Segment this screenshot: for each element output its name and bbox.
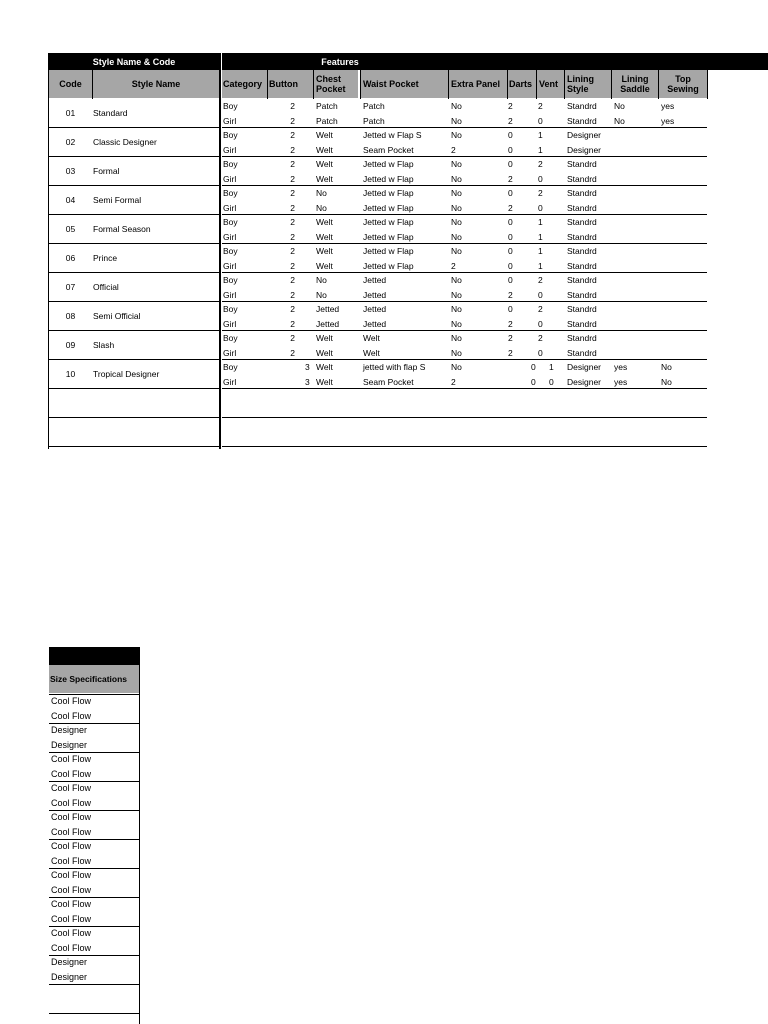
style-name: Official xyxy=(93,282,119,292)
cell-waist: Jetted w Flap xyxy=(363,246,414,256)
cell-chest: Jetted xyxy=(316,318,340,329)
cell-saddle xyxy=(614,143,658,158)
cell-category: Girl xyxy=(223,144,237,155)
cell-button: 2 xyxy=(290,347,295,358)
col-header-category: Category xyxy=(222,70,267,98)
cell-panel: No xyxy=(451,275,462,285)
cell-category: Girl xyxy=(223,173,237,184)
header-col-divider xyxy=(313,70,314,99)
cell-vent: 1 xyxy=(549,362,554,372)
style-code: 06 xyxy=(65,253,76,263)
cell-top xyxy=(661,259,705,274)
cell-button: 2 xyxy=(290,304,295,314)
cell-darts: 2 xyxy=(508,318,513,329)
col-header-lining-style: Lining Style xyxy=(565,70,611,98)
header-col-divider xyxy=(611,70,612,99)
cell-chest: Patch xyxy=(316,115,338,126)
header-col-divider xyxy=(448,70,449,99)
size-spec-value: Cool Flow xyxy=(51,754,92,764)
header-col-divider xyxy=(507,70,508,99)
style-code: 03 xyxy=(65,166,76,176)
size-spec-value: Cool Flow xyxy=(51,942,92,953)
style-code: 10 xyxy=(65,369,76,379)
size-spec-value: Cool Flow xyxy=(51,928,92,938)
cell-darts: 0 xyxy=(508,260,513,271)
cell-top xyxy=(661,172,705,187)
cell-waist: Jetted xyxy=(363,289,387,300)
size-spec-value: Designer xyxy=(51,739,88,750)
cell-chest: No xyxy=(316,275,327,285)
cell-category: Boy xyxy=(223,333,238,343)
cell-lining: Standrd xyxy=(567,347,597,358)
cell-button: 2 xyxy=(290,144,295,155)
cell-vent: 1 xyxy=(538,217,543,227)
cell-category: Girl xyxy=(223,376,237,387)
cell-waist: Patch xyxy=(363,101,385,111)
col-header-top-sewing: Top Sewing xyxy=(659,70,707,98)
style-code: 08 xyxy=(65,311,76,321)
cell-waist: Jetted w Flap xyxy=(363,173,414,184)
cell-vent: 0 xyxy=(538,347,543,358)
cell-lining: Standrd xyxy=(567,289,597,300)
cell-saddle xyxy=(614,273,658,288)
cell-button: 2 xyxy=(290,173,295,184)
cell-chest: Welt xyxy=(316,246,333,256)
cell-vent: 0 xyxy=(538,115,543,126)
style-code: 07 xyxy=(65,282,76,292)
cell-darts: 0 xyxy=(508,159,513,169)
header-col-divider xyxy=(360,70,361,99)
cell-waist: Jetted xyxy=(363,318,387,329)
cell-chest: Welt xyxy=(316,159,333,169)
row-divider xyxy=(222,417,707,418)
cell-vent: 2 xyxy=(538,188,543,198)
cell-saddle xyxy=(614,331,658,346)
cell-darts: 2 xyxy=(508,173,513,184)
cell-button: 2 xyxy=(290,188,295,198)
cell-category: Boy xyxy=(223,275,238,285)
cell-lining: Standrd xyxy=(567,318,597,329)
cell-saddle xyxy=(614,215,658,230)
size-row-divider xyxy=(49,1013,140,1014)
size-spec-value: Cool Flow xyxy=(51,870,92,880)
cell-top xyxy=(661,346,705,361)
cell-saddle xyxy=(614,186,658,201)
cell-darts: 2 xyxy=(508,101,513,111)
cell-chest: Welt xyxy=(316,362,333,372)
cell-panel: No xyxy=(451,217,462,227)
col-header-extra-panel: Extra Panel xyxy=(449,70,507,98)
style-name: Formal xyxy=(93,166,120,176)
size-spec-value: Cool Flow xyxy=(51,797,92,808)
cell-panel: No xyxy=(451,333,462,343)
style-name: Tropical Designer xyxy=(93,369,160,379)
cell-category: Girl xyxy=(223,231,237,242)
cell-category: Girl xyxy=(223,202,237,213)
cell-waist: Welt xyxy=(363,347,380,358)
style-name: Slash xyxy=(93,340,115,350)
style-name: Classic Designer xyxy=(93,137,157,147)
cell-darts: 0 xyxy=(508,217,513,227)
cell-top xyxy=(661,244,705,259)
cell-button: 2 xyxy=(290,115,295,126)
cell-vent: 1 xyxy=(538,260,543,271)
cell-top xyxy=(661,143,705,158)
cell-lining: Standrd xyxy=(567,217,597,227)
cell-vent: 2 xyxy=(538,275,543,285)
cell-darts: 2 xyxy=(508,333,513,343)
style-code: 05 xyxy=(65,224,76,234)
cell-chest: No xyxy=(316,188,327,198)
cell-chest: Welt xyxy=(316,130,333,140)
size-row-divider xyxy=(49,694,140,695)
size-spec-value: Cool Flow xyxy=(51,768,92,779)
cell-waist: Jetted xyxy=(363,275,387,285)
cell-chest: Welt xyxy=(316,333,333,343)
size-row-divider xyxy=(49,723,140,724)
cell-waist: Seam Pocket xyxy=(363,144,414,155)
style-code: 02 xyxy=(65,137,76,147)
cell-panel: 2 xyxy=(451,144,456,155)
cell-panel: No xyxy=(451,101,462,111)
cell-lining: Standrd xyxy=(567,333,597,343)
cell-waist: Jetted w Flap xyxy=(363,260,414,271)
size-spec-value: Designer xyxy=(51,957,88,967)
cell-button: 2 xyxy=(290,289,295,300)
cell-top xyxy=(661,288,705,303)
cell-vent: 0 xyxy=(538,202,543,213)
cell-button: 3 xyxy=(305,376,310,387)
size-spec-right-border xyxy=(139,647,140,1024)
cell-darts: 2 xyxy=(508,202,513,213)
cell-waist: Seam Pocket xyxy=(363,376,414,387)
cell-saddle xyxy=(614,259,658,274)
cell-darts: 0 xyxy=(531,376,536,387)
cell-saddle: No xyxy=(614,101,625,111)
cell-saddle xyxy=(614,346,658,361)
cell-waist: Jetted w Flap xyxy=(363,188,414,198)
cell-vent: 2 xyxy=(538,333,543,343)
cell-vent: 2 xyxy=(538,101,543,111)
cell-waist: Jetted w Flap xyxy=(363,231,414,242)
cell-top: No xyxy=(661,376,672,387)
cell-lining: Designer xyxy=(567,130,602,140)
cell-lining: Standrd xyxy=(567,202,597,213)
cell-button: 2 xyxy=(290,217,295,227)
style-name: Standard xyxy=(93,108,128,118)
row-divider-left xyxy=(49,446,219,447)
size-spec-value: Designer xyxy=(51,971,88,982)
cell-saddle xyxy=(614,244,658,259)
size-spec-value: Cool Flow xyxy=(51,826,92,837)
cell-darts: 0 xyxy=(508,246,513,256)
cell-button: 2 xyxy=(290,130,295,140)
cell-panel: 2 xyxy=(451,376,456,387)
cell-panel: No xyxy=(451,115,462,126)
cell-saddle xyxy=(614,230,658,245)
size-row-divider xyxy=(49,810,140,811)
header-col-divider xyxy=(564,70,565,99)
size-spec-header: Size Specifications xyxy=(49,665,140,693)
cell-top xyxy=(661,186,705,201)
cell-darts: 0 xyxy=(508,188,513,198)
cell-button: 2 xyxy=(290,318,295,329)
col-header-button: Button xyxy=(268,70,313,98)
cell-panel: No xyxy=(451,304,462,314)
cell-waist: Welt xyxy=(363,333,380,343)
group-header-style: Style Name & Code xyxy=(49,53,219,70)
cell-category: Boy xyxy=(223,159,238,169)
cell-chest: Welt xyxy=(316,144,333,155)
cell-panel: No xyxy=(451,289,462,300)
cell-panel: No xyxy=(451,173,462,184)
cell-chest: Patch xyxy=(316,101,338,111)
size-row-divider xyxy=(49,897,140,898)
cell-top xyxy=(661,157,705,172)
cell-vent: 2 xyxy=(538,304,543,314)
cell-top xyxy=(661,230,705,245)
cell-saddle xyxy=(614,288,658,303)
cell-darts: 2 xyxy=(508,347,513,358)
size-spec-value: Cool Flow xyxy=(51,710,92,721)
cell-category: Boy xyxy=(223,101,238,111)
cell-category: Girl xyxy=(223,318,237,329)
size-spec-value: Cool Flow xyxy=(51,696,92,706)
cell-waist: Jetted w Flap xyxy=(363,217,414,227)
cell-lining: Standrd xyxy=(567,246,597,256)
cell-lining: Standrd xyxy=(567,173,597,184)
cell-lining: Standrd xyxy=(567,231,597,242)
style-name: Prince xyxy=(93,253,118,263)
cell-category: Girl xyxy=(223,289,237,300)
cell-chest: Welt xyxy=(316,347,333,358)
cell-waist: Jetted w Flap xyxy=(363,202,414,213)
cell-vent: 0 xyxy=(538,318,543,329)
cell-panel: No xyxy=(451,318,462,329)
header-col-divider xyxy=(658,70,659,99)
cell-waist: Jetted xyxy=(363,304,387,314)
col-header-chest-pocket: Chest Pocket xyxy=(314,70,358,98)
cell-saddle: yes xyxy=(614,376,628,387)
table-group-divider xyxy=(219,53,221,449)
size-row-divider xyxy=(49,839,140,840)
size-spec-value: Cool Flow xyxy=(51,913,92,924)
cell-vent: 1 xyxy=(538,144,543,155)
cell-lining: Designer xyxy=(567,376,602,387)
cell-category: Girl xyxy=(223,260,237,271)
col-header-code: Code xyxy=(49,70,92,98)
cell-button: 2 xyxy=(290,246,295,256)
cell-panel: 2 xyxy=(451,260,456,271)
cell-category: Boy xyxy=(223,246,238,256)
cell-panel: No xyxy=(451,188,462,198)
cell-panel: No xyxy=(451,130,462,140)
cell-waist: Patch xyxy=(363,115,385,126)
cell-category: Girl xyxy=(223,347,237,358)
cell-category: Boy xyxy=(223,304,238,314)
cell-darts: 0 xyxy=(531,362,536,372)
cell-lining: Standrd xyxy=(567,260,597,271)
size-spec-value: Cool Flow xyxy=(51,783,92,793)
size-row-divider xyxy=(49,781,140,782)
cell-chest: Jetted xyxy=(316,304,340,314)
cell-top xyxy=(661,128,705,143)
cell-panel: No xyxy=(451,231,462,242)
cell-panel: No xyxy=(451,347,462,358)
cell-saddle xyxy=(614,157,658,172)
cell-chest: No xyxy=(316,289,327,300)
style-code: 01 xyxy=(65,108,76,118)
col-header-darts: Darts xyxy=(508,70,536,98)
cell-darts: 2 xyxy=(508,289,513,300)
cell-darts: 0 xyxy=(508,231,513,242)
cell-top xyxy=(661,201,705,216)
cell-saddle xyxy=(614,128,658,143)
cell-vent: 1 xyxy=(538,231,543,242)
style-name: Formal Season xyxy=(93,224,151,234)
header-col-divider xyxy=(707,70,708,99)
size-spec-value: Designer xyxy=(51,725,88,735)
size-row-divider xyxy=(49,955,140,956)
cell-vent: 1 xyxy=(538,246,543,256)
cell-chest: No xyxy=(316,202,327,213)
col-header-style-name: Style Name xyxy=(93,70,219,98)
cell-chest: Welt xyxy=(316,376,333,387)
size-row-divider xyxy=(49,984,140,985)
header-col-divider xyxy=(267,70,268,99)
cell-category: Boy xyxy=(223,362,238,372)
cell-vent: 0 xyxy=(549,376,554,387)
style-name: Semi Official xyxy=(93,311,141,321)
cell-lining: Designer xyxy=(567,362,602,372)
cell-chest: Welt xyxy=(316,173,333,184)
cell-panel: No xyxy=(451,246,462,256)
cell-top: No xyxy=(661,362,672,372)
col-header-lining-saddle: Lining Saddle xyxy=(612,70,658,98)
cell-button: 2 xyxy=(290,333,295,343)
row-divider-left xyxy=(49,417,219,418)
cell-darts: 0 xyxy=(508,304,513,314)
cell-button: 2 xyxy=(290,260,295,271)
cell-saddle xyxy=(614,201,658,216)
cell-lining: Standrd xyxy=(567,188,597,198)
cell-panel: No xyxy=(451,362,462,372)
size-spec-value: Cool Flow xyxy=(51,884,92,895)
cell-waist: Jetted w Flap xyxy=(363,159,414,169)
cell-top: yes xyxy=(661,101,675,111)
cell-darts: 0 xyxy=(508,130,513,140)
cell-top xyxy=(661,317,705,332)
size-row-divider xyxy=(49,868,140,869)
cell-vent: 1 xyxy=(538,130,543,140)
cell-vent: 0 xyxy=(538,289,543,300)
table-left-border xyxy=(48,53,49,449)
cell-category: Girl xyxy=(223,115,237,126)
cell-button: 2 xyxy=(290,202,295,213)
style-code: 09 xyxy=(65,340,76,350)
cell-lining: Standrd xyxy=(567,115,597,126)
cell-chest: Welt xyxy=(316,260,333,271)
cell-button: 2 xyxy=(290,275,295,285)
header-divider-code xyxy=(92,70,93,99)
cell-darts: 0 xyxy=(508,275,513,285)
col-header-waist-pocket: Waist Pocket xyxy=(361,70,448,98)
size-row-divider xyxy=(49,926,140,927)
col-header-vent: Vent xyxy=(537,70,564,98)
style-name: Semi Formal xyxy=(93,195,142,205)
cell-button: 3 xyxy=(305,362,310,372)
cell-lining: Standrd xyxy=(567,304,597,314)
cell-panel: No xyxy=(451,202,462,213)
cell-darts: 0 xyxy=(508,144,513,155)
row-divider xyxy=(222,446,707,447)
cell-saddle xyxy=(614,302,658,317)
group-header-features: Features xyxy=(222,53,768,70)
cell-button: 2 xyxy=(290,101,295,111)
cell-lining: Standrd xyxy=(567,159,597,169)
size-spec-value: Cool Flow xyxy=(51,899,92,909)
cell-vent: 2 xyxy=(538,159,543,169)
header-col-divider xyxy=(536,70,537,99)
size-row-divider xyxy=(49,752,140,753)
size-spec-black-header xyxy=(49,647,140,665)
cell-waist: Jetted w Flap S xyxy=(363,130,422,140)
size-spec-value: Cool Flow xyxy=(51,841,92,851)
cell-vent: 0 xyxy=(538,173,543,184)
cell-lining: Standrd xyxy=(567,275,597,285)
cell-top: yes xyxy=(661,115,675,126)
cell-category: Boy xyxy=(223,130,238,140)
cell-saddle xyxy=(614,172,658,187)
cell-waist: jetted with flap S xyxy=(363,362,426,372)
cell-top xyxy=(661,215,705,230)
cell-button: 2 xyxy=(290,159,295,169)
cell-button: 2 xyxy=(290,231,295,242)
cell-saddle: No xyxy=(614,115,625,126)
cell-top xyxy=(661,273,705,288)
cell-darts: 2 xyxy=(508,115,513,126)
cell-category: Boy xyxy=(223,188,238,198)
cell-panel: No xyxy=(451,159,462,169)
cell-saddle: yes xyxy=(614,362,628,372)
cell-saddle xyxy=(614,317,658,332)
cell-lining: Standrd xyxy=(567,101,597,111)
size-spec-value: Cool Flow xyxy=(51,812,92,822)
style-code: 04 xyxy=(65,195,76,205)
cell-chest: Welt xyxy=(316,217,333,227)
size-spec-value: Cool Flow xyxy=(51,855,92,866)
cell-top xyxy=(661,302,705,317)
cell-category: Boy xyxy=(223,217,238,227)
cell-lining: Designer xyxy=(567,144,602,155)
cell-chest: Welt xyxy=(316,231,333,242)
cell-top xyxy=(661,331,705,346)
